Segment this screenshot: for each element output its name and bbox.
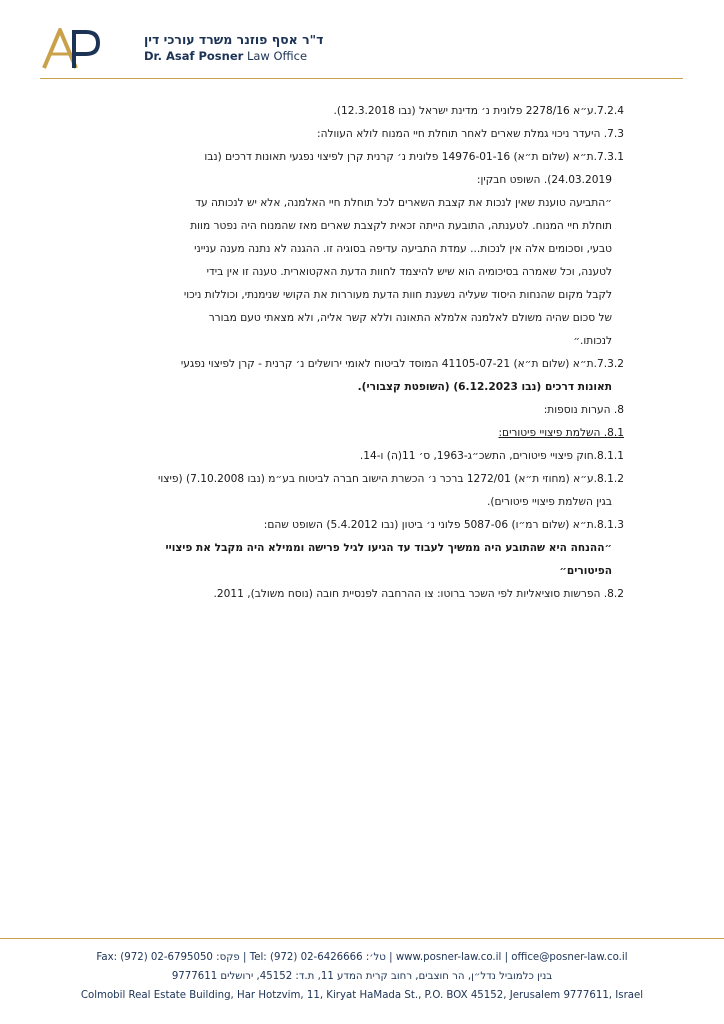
firm-logo-icon <box>40 26 102 70</box>
firm-name-english-bold: Dr. Asaf Posner <box>144 49 244 63</box>
letterhead <box>40 22 684 82</box>
quote-line: של סכום שהיה משולם לאלמנה אלמלא התאונה וללא קשר אליה, ולא מצאתי טעם מבורר <box>208 312 612 324</box>
firm-name-english-rest: Law Office <box>243 49 308 63</box>
quote-line: טבעי, וסכומים אלה אין לנכות... עמדת התביעה עדיפה בסוגיה זו. ההגנה לא נתנה מענה ענייני <box>194 243 612 255</box>
quote-line: לטענה, וכל שאמרה בסיכומיה הוא שיש להיצמד לחוות הדעת האקטוארית. טענה זו אין בידי <box>206 266 612 278</box>
footer-contact: Fax: (972) 02-6795050 :פקס | Tel: (972) 02-6426666 :טל׳ | www.posner-law.co.il | office@posner-law.co.il <box>96 952 628 963</box>
quote-line: לנכותו.״ <box>573 335 612 347</box>
text-line: 8.1.3.ת״א (שלום רמ״ו) 5087-06 פלוני נ׳ ביטון (נבו 5.4.2012) השופט שהם: <box>263 519 624 531</box>
quote-line: לקבל מקום שהנחות היסוד שעליה נשענת חוות הדעת מעוררות את הקושי שנימנתי, וכוללות ניכוי <box>183 289 612 301</box>
header-divider <box>40 78 683 79</box>
quote-line: הפיטורים״ <box>559 565 612 577</box>
quote-line: תוחלת חיי המנוח. לטענתה, התובעת הייתה זכאית לקצבת שארים מאז שהמנוח היה נפטר מוות <box>190 220 612 232</box>
quote-line: ״ההנחה היא שהתובע היה ממשיך לעבוד עד הגיעו לגיל פרישה וממילא היה מקבל את פיצויי <box>165 542 612 554</box>
text-line: 8.1.2.ע״א (מחוזי ת״א) 1272/01 ברכר נ׳ הכשרת הישוב חברה לביטוח בע״מ (נבו 7.10.2008) (פיצוי <box>158 473 624 485</box>
firm-name-english <box>144 48 324 64</box>
footer-divider <box>0 938 724 939</box>
firm-name <box>144 32 324 64</box>
text-line: 24.03.2019). השופט חבקין: <box>476 174 612 186</box>
page-footer <box>0 948 724 1005</box>
quote-line: ״התביעה טוענת שאין לנכות את קצבת השארים לכל תוחלת חיי האלמנה, אלא יש לנכותה עד <box>195 197 612 209</box>
subsection-heading: 8.1. השלמת פיצויי פיטורים: <box>498 427 624 439</box>
footer-address-hebrew: בנין כלמוביל נדל״ן, הר חוצבים, רחוב קרית המדע 11, ת.ד: 45152, ירושלים 9777611 <box>171 971 553 982</box>
section-heading: 8. הערות נוספות: <box>543 404 624 416</box>
text-line: 7.3.2.ת״א (שלום ת״א) 41105-07-21 המוסד לביטוח לאומי ירושלים נ׳ קרנית - קרן לפיצוי נפגעי <box>180 358 624 370</box>
text-line: תאונות דרכים (נבו 6.12.2023) (השופטת קצבורי). <box>357 381 612 393</box>
text-line: 8.1.1.חוק פיצויי פיטורים, התשכ״ג-1963, ס׳ 11(ה) ו-14. <box>359 450 624 462</box>
text-line: 7.3.1.ת״א (שלום ת״א) 14976-01-16 פלונית נ׳ קרנית קרן לפיצוי נפגעי תאונות דרכים (נבו <box>204 151 624 163</box>
section-heading: 7.3. היעדר ניכוי גמלת שארים לאחר תוחלת חיי המנוח לולא העוולה: <box>317 128 624 140</box>
text-line: 8.2. הפרשות סוציאליות לפי השכר ברוטו: צו ההרחבה לפנסיית חובה (נוסח משולב), 2011. <box>213 588 624 600</box>
footer-address-english: Colmobil Real Estate Building, Har Hotzvim, 11, Kiryat HaMada St., P.O. BOX 45152, Jerusalem 9777611, Israel <box>80 990 644 1001</box>
document-body <box>92 100 624 606</box>
firm-name-hebrew: ד"ר אסף פוזנר משרד עורכי דין <box>144 32 324 47</box>
text-line: 7.2.4.ע״א 2278/16 פלונית נ׳ מדינת ישראל (נבו 12.3.2018). <box>333 105 624 117</box>
text-line: בגין השלמת פיצויי פיטורים). <box>487 496 612 508</box>
